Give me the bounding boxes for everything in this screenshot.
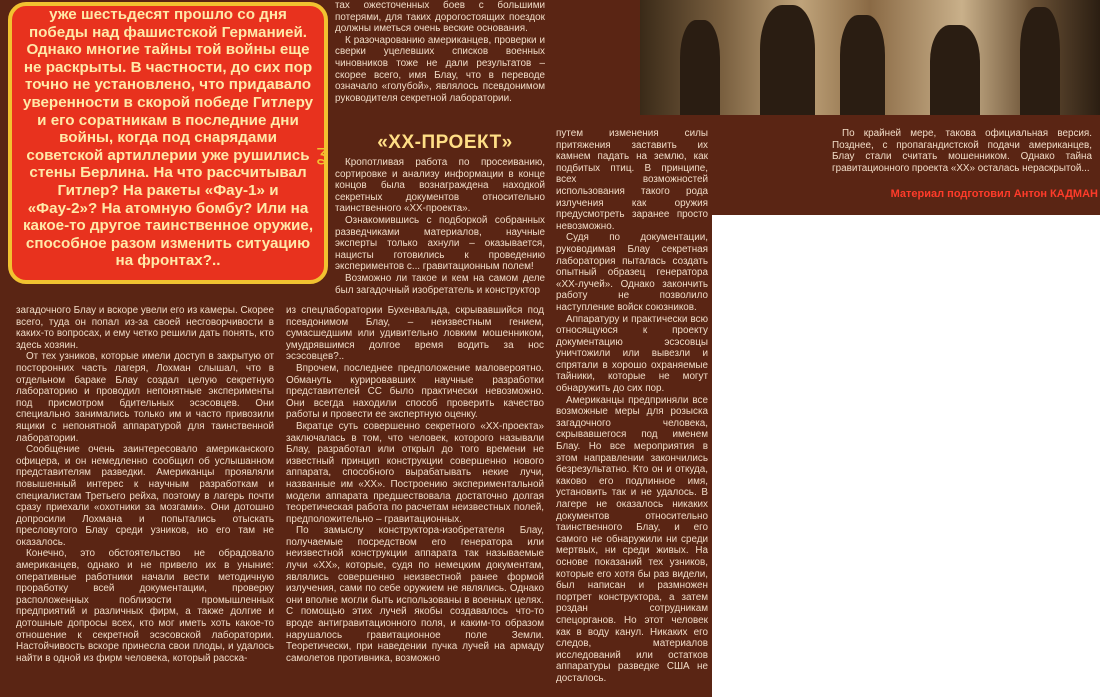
paragraph: загадочного Блау и вскоре увели его из камеры. Скорее всего, туда он попал из-за своей несговорчивости в каких-то вопросах, и ему четко решили дать понять, кто здесь хозяин.: [16, 305, 274, 351]
paragraph: из спецлаборатории Бухенвальда, скрывавшийся под псевдонимом Блау, – неизвестным гением, сумасшедшим или удивительно ловким мошенником, умудрявшимся долгое время водить за нос эсэсовцев?..: [286, 305, 544, 363]
intro-callout: [8, 2, 328, 284]
paragraph: Судя по документации, руководимая Блау секретная лаборатория пыталась создать опытный образец генератора «ХХ-лучей». Однако закончить работу не позволило наступление войск союзников.: [556, 232, 708, 313]
author-credit: Материал подготовил Антон КАДМАН: [890, 188, 1098, 200]
paragraph: По замыслу конструктора-изобретателя Блау, получаемые посредством его генератора или неизвестной конструкции аппарата так называемые лучи «ХХ», которые, судя по немецким документам, являлись совершенно неизвестной ранее формой излучения, сами по себе оружием не являлись. Однако они вполне могли быть использованы в военных целях. С помощью этих лучей якобы создавалось что-то вроде антигравитационного поля, и каким-то образом нарушалось гравитационное поле Земли. Теоретически, при наведении пучка лучей на армаду самолетов противника, возможно: [286, 525, 544, 664]
photo-figure: [930, 25, 980, 115]
paragraph: Американцы предприняли все возможные меры для розыска загадочного человека, скрывавшегося под именем Блау. Но все мероприятия в этом направлении закончились безрезультатно. Кто он и откуда, каково его подлинное имя, установить так и не удалось. В лагере не оказалось никаких документов относительно таинственного Блау, и его самого не обнаружили ни среди мертвых, ни среди живых. На основе показаний тех узников, которые его хотя бы раз видели, был написан и размножен портрет конструктора, а затем роздан сотрудникам спецорганов. Но этот человек как в воду канул. Никаких его следов, материалов исследований или остатков аппаратуры разведке США не досталось.: [556, 394, 708, 684]
decorative-mark: ʓ: [316, 140, 328, 165]
photo-figure: [1020, 7, 1060, 115]
article-column-4: [832, 128, 1092, 186]
photo-figure: [680, 20, 720, 115]
photo-figure: [840, 15, 885, 115]
paragraph: Возможно ли такое и кем на самом деле был загадочный изобретатель и конструктор: [335, 272, 545, 296]
paragraph: Впрочем, последнее предположение маловероятно. Обмануть курировавших научные разработки представителей СС было практически невозможно. Они всегда находили способ проверить качество работы и провести ее экспертную оценку.: [286, 362, 544, 421]
article-column-1: [16, 305, 274, 697]
paragraph: Сообщение очень заинтересовало американского офицера, и он немедленно сообщил об услышанном представителям разведки. Американцы проявляли повышенный интерес к научным разработкам и специалистам Третьего рейха, поэтому в лагерь почти сразу приехали «охотники за мозгами». Они дотошно допросили Лохмана и попытались отыскать пресловутого Блау среди узников, но его там не оказалось.: [16, 444, 274, 548]
paragraph: От тех узников, которые имели доступ в закрытую от посторонних часть лагеря, Лохман слышал, что в отдельном бараке Блау создал целую секретную лабораторию и проводил непонятные эксперименты под присмотром бдительных эсэсовцев. Они специально занимались только им и часто привозили ящики с непонятной аппаратурой для таинственной лаборатории.: [16, 351, 274, 444]
article-column-3: [556, 128, 708, 697]
paragraph: Аппаратуру и практически всю относящуюся к проекту документацию эсэсовцы уничтожили или вывезли и спрятали в хорошо охраняемые тайники, которые не могут обнаружить до сих пор.: [556, 313, 708, 395]
article-column-2-top: [335, 0, 545, 125]
section-heading: «ХХ-ПРОЕКТ»: [377, 132, 513, 153]
paragraph: тах ожесточенных боев с большими потерями, для таких дорогостоящих поездок должны иметься очень веские основания.: [335, 0, 545, 35]
paragraph: Кропотливая работа по просеиванию, сортировке и анализу информации в конце концов была вознаграждена находкой секретных документов относительно таинственного «ХХ-проекта».: [335, 157, 545, 215]
paragraph: путем изменения силы притяжения заставить их камнем падать на землю, как подбитых птиц. В принципе, всех возможностей использования такого рода излучения как оружия предусмотреть заранее просто невозможно.: [556, 128, 708, 232]
paragraph: Конечно, это обстоятельство не обрадовало американцев, однако и не привело их в уныние: оперативные работники начали вести методичную проработку всей документации, проверку расположенных поблизости промышленных предприятий и различных фирм, а также долгие и дотошные допросы всех, кто мог иметь хоть какое-то отношение к секретной эсэсовской лаборатории. Настойчивость вскоре принесла свои плоды, и удалось найти в одной из фирм человека, который расска-: [16, 548, 274, 664]
paragraph: По крайней мере, такова официальная версия. Позднее, с пропагандистской подачи американцев, Блау стали считать мошенником. Однако тайна гравитационного проекта «ХХ» осталась нераскрытой...: [832, 128, 1092, 174]
photo-figure: [760, 5, 815, 115]
soldiers-photo: [640, 0, 1100, 115]
intro-callout-text: уже шестьдесят прошло со дня победы над фашистской Германией. Однако многие тайны той войны еще не раскрыты. В частности, до сих пор точно не установлено, что придавало уверенности в скорой победе Гитлеру и его соратникам в последние дни войны, когда под снарядами советской артиллерии уже рушились стены Берлина. На что рассчитывал Гитлер? На ракеты «Фау-1» и «Фау-2»? На атомную бомбу? Или на какое-то другое таинственное оружие, способное разом изменить ситуацию на фронтах?..: [22, 6, 314, 270]
paragraph: Ознакомившись с подборкой собранных разведчиками материалов, научные эксперты только ахнули – оказывается, нацисты готовились к проведению экспериментов с... гравитационным полем!: [335, 214, 545, 273]
paragraph: К разочарованию американцев, проверки и сверки уцелевших списков военных чиновников тоже не дали результатов – скорее всего, имя Блау, что в переводе означало «голубой», являлось псевдонимом руководителя секретной лаборатории.: [335, 34, 545, 104]
article-column-2-bottom: [286, 305, 544, 697]
paragraph: Вкратце суть совершенно секретного «ХХ-проекта» заключалась в том, что человек, которого называли Блау, разработал или открыл до того времени не известный принцип конструкции совершенно нового аппарата, способного вырабатывать некие лучи, названные им «ХХ». Построению экспериментальной модели аппарата предшествовала достаточно долгая теоретическая работа по расчетам неизвестных полей, предположительно – гравитационных.: [286, 420, 544, 525]
article-column-2-mid: [335, 157, 545, 305]
